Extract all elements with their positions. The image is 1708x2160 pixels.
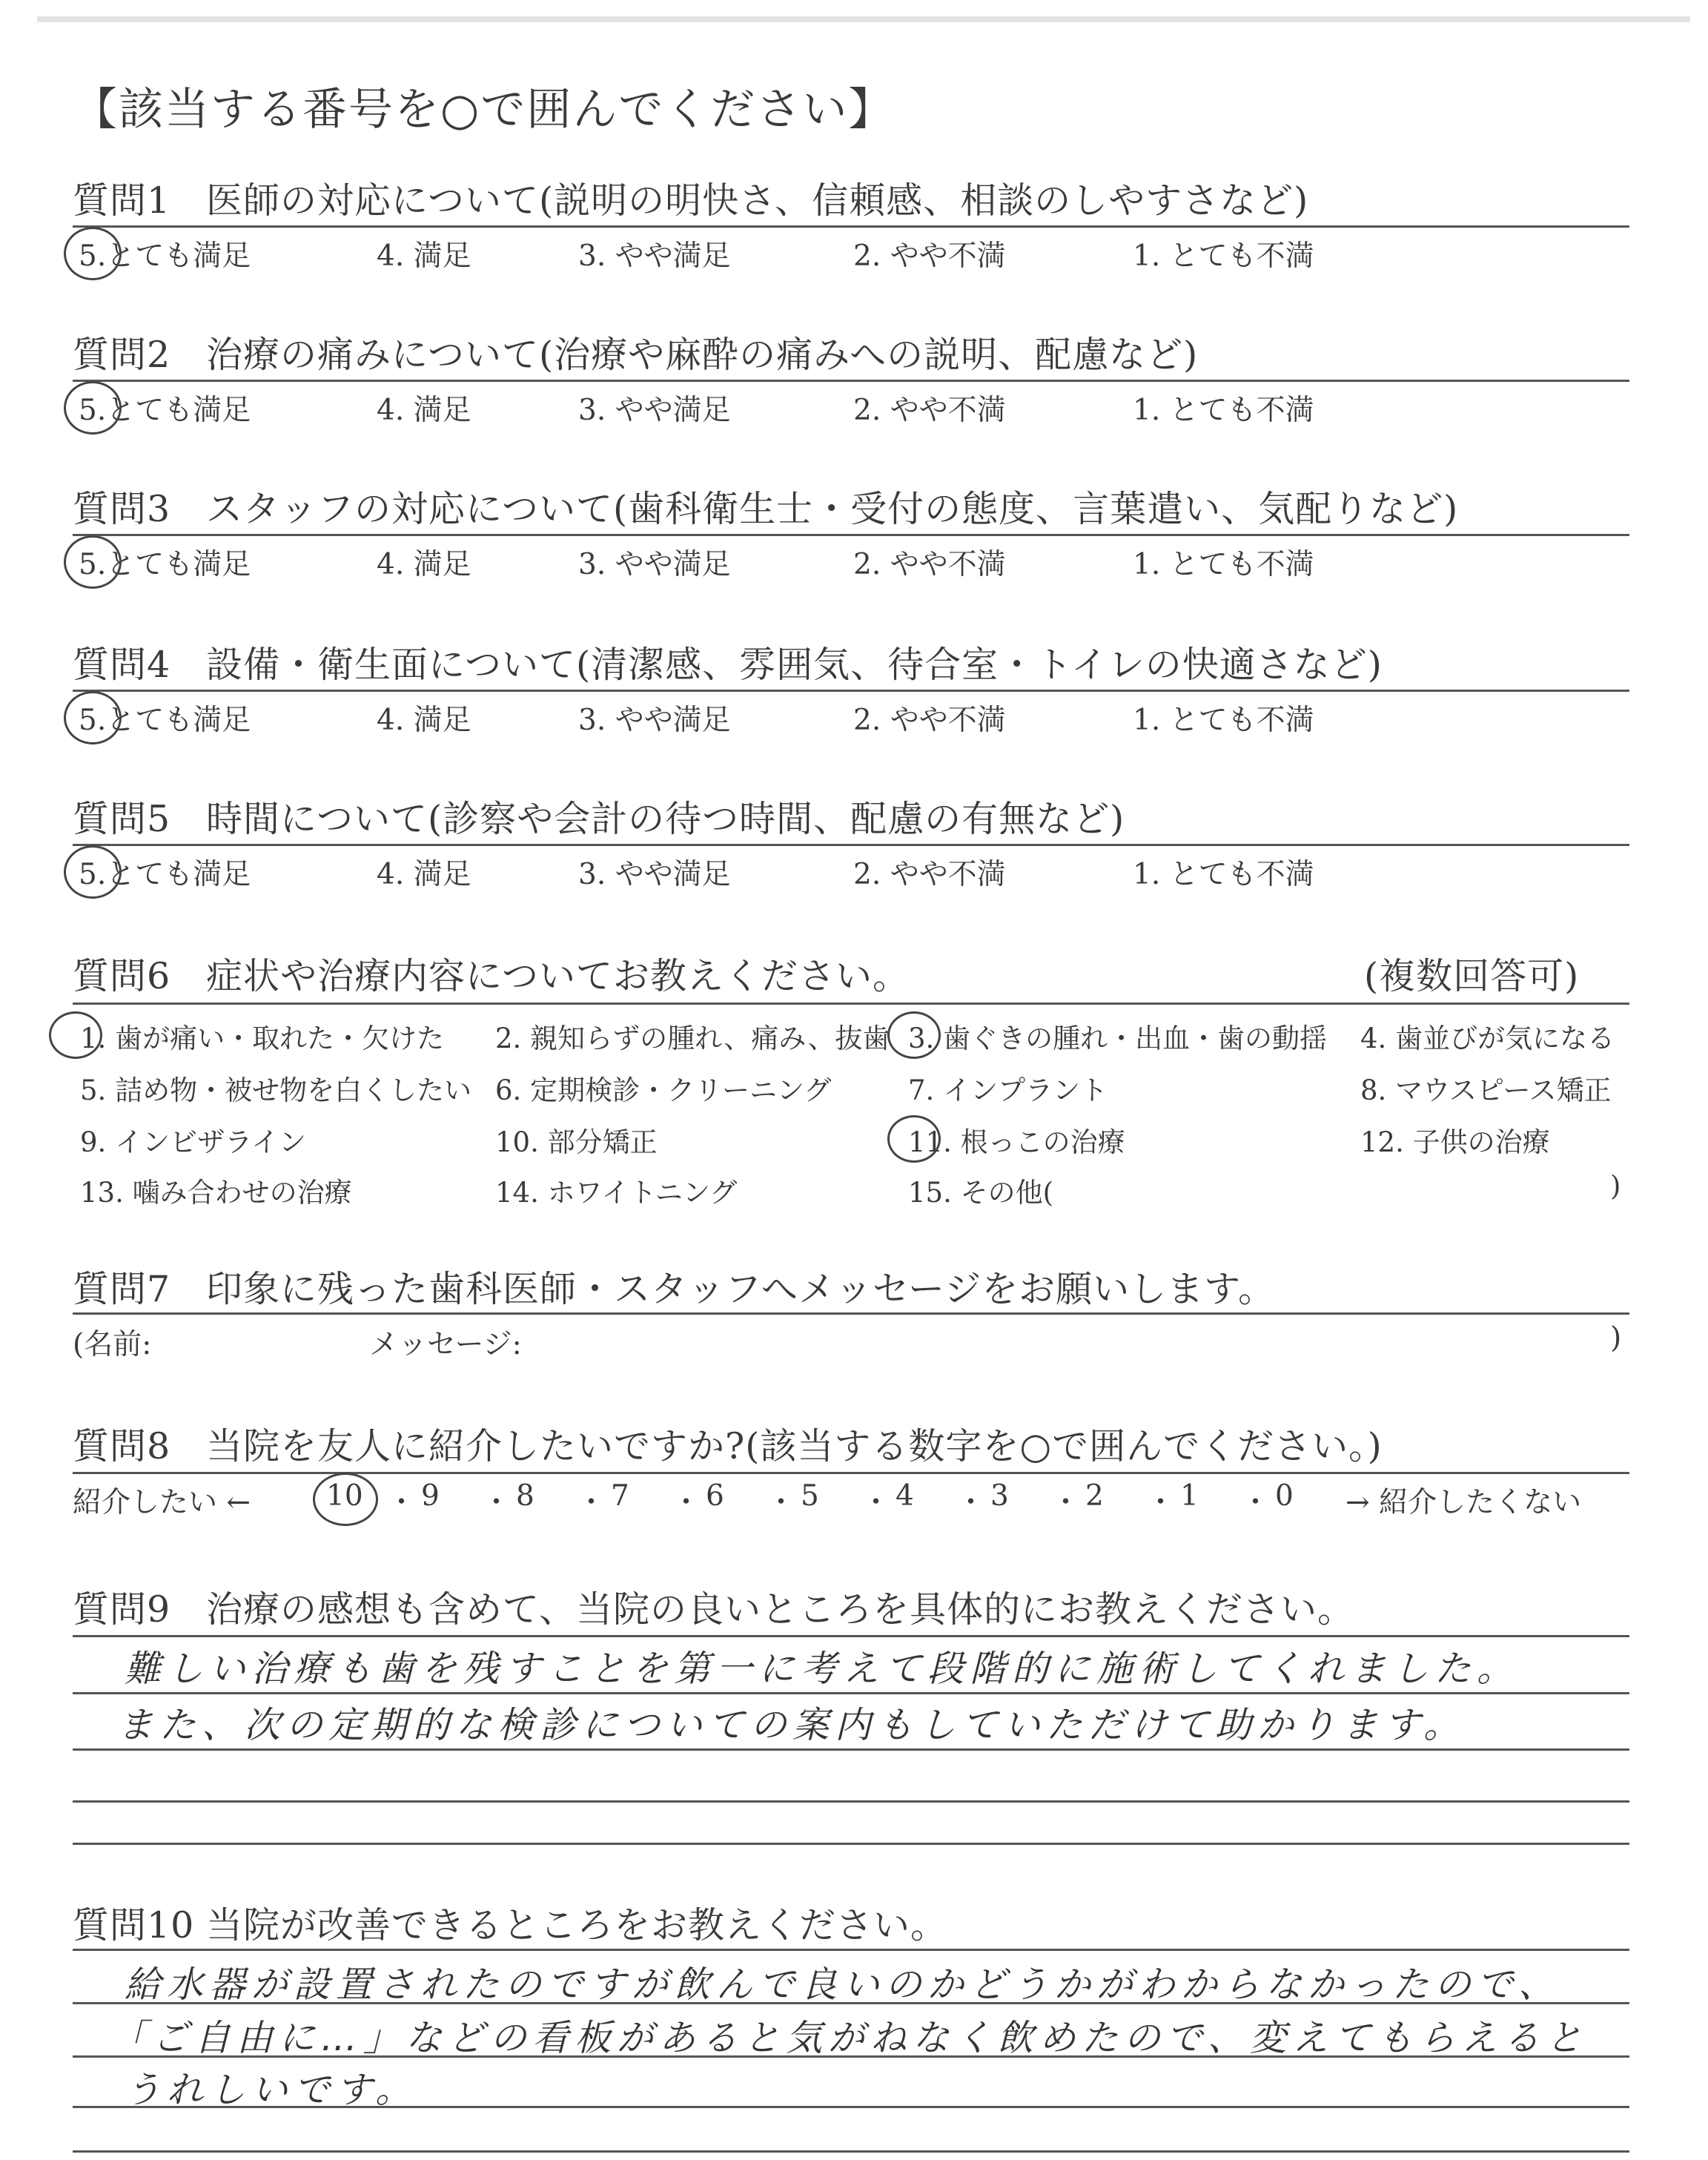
q6-option-1[interactable]: 1. 歯が痛い・取れた・欠けた (80, 1023, 445, 1054)
q7-name-label: (名前: (73, 1328, 152, 1361)
q2-rule (73, 380, 1629, 382)
q8-scale-1[interactable]: 1 (1180, 1479, 1199, 1513)
q8-scale-7[interactable]: 7 (611, 1479, 629, 1513)
q1-selection-circle (64, 227, 122, 280)
q4-option-5[interactable]: 5.とても満足 (79, 704, 251, 737)
q8-scale-0[interactable]: 0 (1275, 1479, 1294, 1513)
q7-message-label: メッセージ: (369, 1328, 522, 1361)
q8-scale-8[interactable]: 8 (516, 1479, 534, 1513)
q6-option-15[interactable]: 15. その他( (908, 1177, 1054, 1209)
q4-option-4[interactable]: 4. 満足 (377, 704, 471, 737)
q6-option-2[interactable]: 2. 親知らずの腫れ、痛み、抜歯 (495, 1023, 890, 1054)
q4-text: 設備・衛生面について(清潔感、雰囲気、待合室・トイレの快適さなど) (206, 644, 1383, 686)
q8-separator-dot: ・ (956, 1486, 986, 1519)
q8-text: 当院を友人に紹介したいですか?(該当する数字を○で囲んでください。) (206, 1425, 1383, 1467)
q2-option-4[interactable]: 4. 満足 (377, 394, 471, 427)
q4-label: 質問4 (73, 644, 171, 686)
q4-rule (73, 690, 1629, 692)
q1-text: 医師の対応について(説明の明快さ、信頼感、相談のしやすさなど) (206, 179, 1309, 222)
q6-option-8[interactable]: 8. マウスピース矯正 (1360, 1074, 1612, 1106)
q6-selection-circle-3 (887, 1011, 941, 1059)
q7-rule (73, 1312, 1629, 1315)
q8-separator-dot: ・ (387, 1486, 417, 1519)
q3-option-3[interactable]: 3. やや満足 (578, 548, 731, 581)
q1-option-4[interactable]: 4. 満足 (377, 240, 471, 273)
q8-scale-6[interactable]: 6 (706, 1479, 724, 1513)
q6-option-12[interactable]: 12. 子供の治療 (1360, 1126, 1550, 1158)
q3-option-1[interactable]: 1. とても不満 (1133, 548, 1314, 581)
q10-rule-5 (73, 2150, 1629, 2153)
q8-right-label: → 紹介したくない (1345, 1486, 1582, 1519)
q8-separator-dot: ・ (767, 1486, 796, 1519)
q6-rule (73, 1003, 1629, 1005)
q5-text: 時間について(診察や会計の待つ時間、配慮の有無など) (206, 798, 1125, 840)
q9-rule-3 (73, 1748, 1629, 1751)
q5-option-2[interactable]: 2. やや不満 (853, 858, 1006, 891)
q2-selection-circle (64, 381, 122, 435)
q8-separator-dot: ・ (1146, 1486, 1176, 1519)
q6-option-7[interactable]: 7. インプラント (908, 1074, 1108, 1106)
q10-rule-1 (73, 1949, 1629, 1951)
q5-option-4[interactable]: 4. 満足 (377, 858, 471, 891)
q2-text: 治療の痛みについて(治療や麻酔の痛みへの説明、配慮など) (206, 334, 1199, 376)
q2-option-1[interactable]: 1. とても不満 (1133, 394, 1314, 427)
q7-label: 質問7 (73, 1268, 171, 1310)
q5-rule (73, 844, 1629, 846)
q8-rule (73, 1472, 1629, 1474)
q10-text: 当院が改善できるところをお教えください。 (206, 1904, 948, 1946)
q6-option-9[interactable]: 9. インビザライン (80, 1126, 306, 1158)
q6-option-5[interactable]: 5. 詰め物・被せ物を白くしたい (80, 1074, 472, 1106)
q8-scale-9[interactable]: 9 (421, 1479, 440, 1513)
q6-option-4[interactable]: 4. 歯並びが気になる (1360, 1023, 1615, 1054)
q6-label: 質問6 (73, 955, 171, 997)
q8-separator-dot: ・ (577, 1486, 606, 1519)
q8-scale-2[interactable]: 2 (1085, 1479, 1104, 1513)
q6-selection-circle-1 (49, 1011, 102, 1059)
q8-scale-10[interactable]: 10 (326, 1479, 363, 1513)
q6-option-16: ) (1610, 1170, 1621, 1202)
q9-rule-1 (73, 1635, 1629, 1637)
q2-option-3[interactable]: 3. やや満足 (578, 394, 731, 427)
q3-option-4[interactable]: 4. 満足 (377, 548, 471, 581)
q1-rule (73, 225, 1629, 228)
q8-separator-dot: ・ (1051, 1486, 1081, 1519)
q3-selection-circle (64, 535, 122, 589)
q1-option-5[interactable]: 5.とても満足 (79, 240, 251, 273)
q5-option-3[interactable]: 3. やや満足 (578, 858, 731, 891)
q8-separator-dot: ・ (861, 1486, 891, 1519)
q1-option-3[interactable]: 3. やや満足 (578, 240, 731, 273)
q7-text: 印象に残った歯科医師・スタッフへメッセージをお願いします。 (206, 1268, 1276, 1310)
q9-rule-4 (73, 1800, 1629, 1803)
q4-option-3[interactable]: 3. やや満足 (578, 704, 731, 737)
q5-selection-circle (64, 845, 122, 899)
q10-answer-line-3: うれしいです。 (125, 2069, 418, 2111)
q3-option-2[interactable]: 2. やや不満 (853, 548, 1006, 581)
q9-rule-2 (73, 1692, 1629, 1694)
q9-text: 治療の感想も含めて、当院の良いところを具体的にお教えください。 (206, 1588, 1355, 1631)
q1-label: 質問1 (73, 179, 171, 222)
q8-left-label: 紹介したい ← (73, 1486, 251, 1519)
q8-label: 質問8 (73, 1425, 171, 1467)
q2-option-5[interactable]: 5.とても満足 (79, 394, 251, 427)
q5-option-1[interactable]: 1. とても不満 (1133, 858, 1314, 891)
q6-selection-circle-11 (887, 1115, 941, 1163)
q1-option-2[interactable]: 2. やや不満 (853, 240, 1006, 273)
q8-scale-4[interactable]: 4 (896, 1479, 914, 1513)
q8-separator-dot: ・ (482, 1486, 512, 1519)
q8-selection-circle (313, 1473, 378, 1526)
q3-option-5[interactable]: 5.とても満足 (79, 548, 251, 581)
q5-option-5[interactable]: 5.とても満足 (79, 858, 251, 891)
q2-label: 質問2 (73, 334, 171, 376)
q8-scale-5[interactable]: 5 (801, 1479, 819, 1513)
q7-close: ) (1610, 1321, 1622, 1355)
q10-answer-line-2: 「ご自由に…」などの看板があると気がねなく飲めたので、変えてもらえると (110, 2017, 1589, 2059)
q9-answer-line-2: また、次の定期的な検診についての案内もしていただけて助かります。 (117, 1704, 1466, 1746)
q6-option-10[interactable]: 10. 部分矯正 (495, 1126, 658, 1158)
q6-option-6[interactable]: 6. 定期検診・クリーニング (495, 1074, 832, 1106)
q4-option-2[interactable]: 2. やや不満 (853, 704, 1006, 737)
q4-selection-circle (64, 691, 122, 744)
q9-label: 質問9 (73, 1588, 171, 1631)
q6-note: (複数回答可) (1364, 955, 1580, 997)
page-title: 【該当する番号を○で囲んでください】 (73, 84, 895, 136)
q8-separator-dot: ・ (672, 1486, 701, 1519)
q9-rule-5 (73, 1843, 1629, 1845)
q6-option-3[interactable]: 3. 歯ぐきの腫れ・出血・歯の動揺 (908, 1023, 1328, 1054)
q3-rule (73, 534, 1629, 536)
q8-separator-dot: ・ (1241, 1486, 1271, 1519)
q10-label: 質問10 (73, 1904, 195, 1946)
q8-scale-3[interactable]: 3 (990, 1479, 1009, 1513)
q6-option-14[interactable]: 14. ホワイトニング (495, 1177, 738, 1209)
q4-option-1[interactable]: 1. とても不満 (1133, 704, 1314, 737)
q2-option-2[interactable]: 2. やや不満 (853, 394, 1006, 427)
q6-text: 症状や治療内容についてお教えください。 (206, 955, 910, 997)
q6-option-13[interactable]: 13. 噛み合わせの治療 (80, 1177, 352, 1209)
scan-top-edge (37, 16, 1690, 22)
q6-option-11[interactable]: 11. 根っこの治療 (908, 1126, 1125, 1158)
q9-answer-line-1: 難しい治療も歯を残すことを第一に考えて段階的に施術してくれました。 (125, 1648, 1520, 1690)
q3-text: スタッフの対応について(歯科衛生士・受付の態度、言葉遣い、気配りなど) (206, 488, 1459, 530)
q1-option-1[interactable]: 1. とても不満 (1133, 240, 1314, 273)
q5-label: 質問5 (73, 798, 171, 840)
q3-label: 質問3 (73, 488, 171, 530)
q10-answer-line-1: 給水器が設置されたのですが飲んで良いのかどうかがわからなかったので、 (125, 1964, 1561, 2006)
